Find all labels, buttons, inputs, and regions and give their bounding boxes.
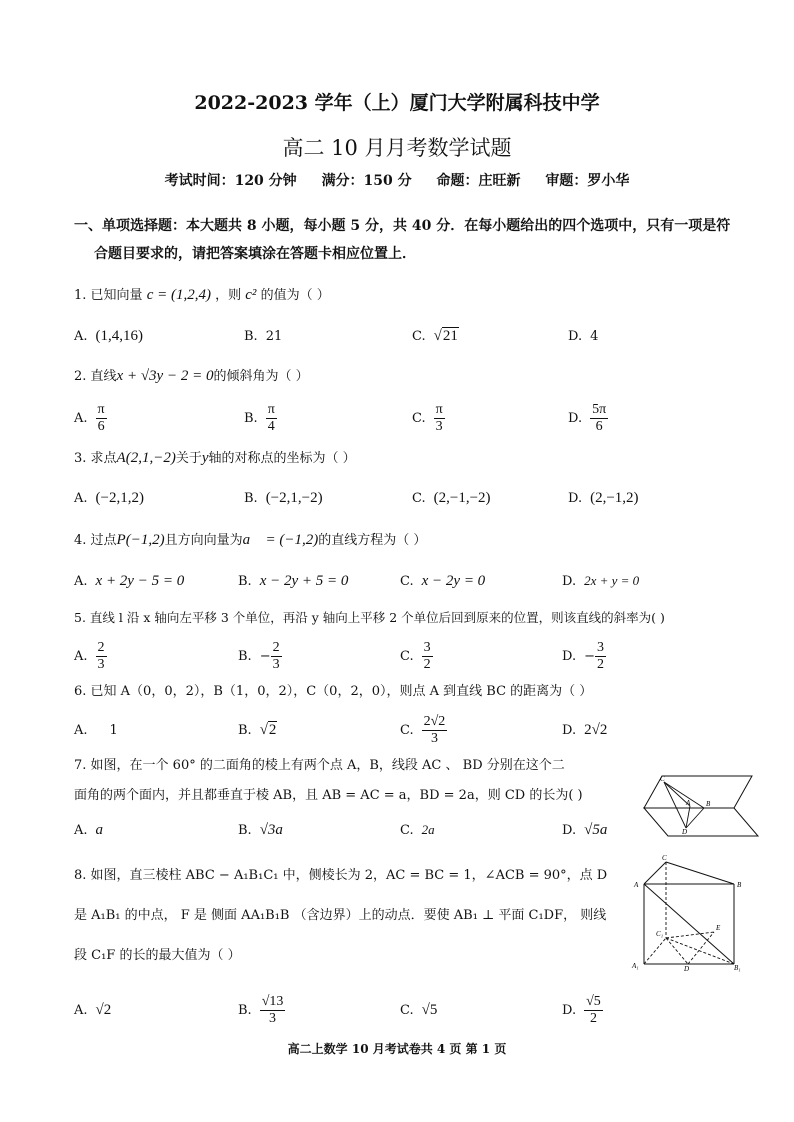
section-line-2: 合题目要求的，请把答案填涂在答题卡相应位置上． [94,246,416,262]
option-b[interactable]: B. (−2,1,−2) [244,489,323,506]
question-6-stem: 6. 已知 A（0，0，2），B（1，0，2），C（0，2，0），则点 A 到直线 BC 的距离为（ ） [74,684,593,699]
option-d[interactable]: D. √5a [562,821,608,838]
question-8-stem-line-3: 段 C₁F 的长的最大值为（ ） [74,948,241,963]
option-d[interactable]: D. (2,−1,2) [568,489,639,506]
option-a[interactable]: A. $\frac{\pi}{6}$ [74,401,105,434]
option-c[interactable]: C. x − 2y = 0 [400,572,486,589]
option-b[interactable]: B. x − 2y + 5 = 0 [238,572,349,589]
option-d[interactable]: D. 2√2 [562,721,608,738]
fig8-label-a1: A₁ [632,962,639,970]
option-c[interactable]: C. $\frac{3}{2}$ [400,639,431,672]
question-5-options [74,636,674,676]
option-a[interactable]: A. (−2,1,2) [74,489,144,506]
option-d[interactable]: D. − $\frac{3}{2}$ [562,639,604,672]
option-a[interactable]: A. a [74,821,104,838]
question-2-options [74,398,674,438]
fig7-label-c: C [660,775,665,783]
fig8-label-c: C [662,854,667,862]
fig7-label-a: A [686,799,691,807]
fig7-label-b: B [706,800,711,808]
option-b[interactable]: B. √3a [238,821,283,838]
option-c[interactable]: C. (2,−1,−2) [412,489,491,506]
question-7-stem-line-2: 面角的两个面内，并且都垂直于棱 AB，且 AB = AC = a，BD = 2a，则 CD 的长为( ) [74,788,583,803]
fig8-label-a: A [634,881,639,889]
fig8-label-b: B [737,881,742,889]
option-c[interactable]: C. $\frac{2√2}{3}$ [400,713,446,746]
question-8-stem-line-1: 8. 如图，直三棱柱 ABC − A₁B₁C₁ 中，侧棱长为 2，AC = BC = 1，∠ACB = 90°，点 D [74,868,608,883]
full-score: 满分：150 分 [321,173,412,189]
option-b[interactable]: B. √2 [238,721,277,738]
option-b[interactable]: B. $\frac{√13}{3}$ [238,993,284,1026]
question-8-stem-line-2: 是 A₁B₁ 的中点， F 是 侧面 AA₁B₁B （含边界）上的动点．要使 AB₁ ⊥ 平面 C₁DF， 则线 [74,908,607,923]
option-a[interactable]: A. √2 [74,1001,112,1018]
option-b[interactable]: B. $\frac{\pi}{4}$ [244,401,275,434]
exam-time: 考试时间：120 分钟 [164,173,297,189]
exam-meta [0,170,794,190]
option-d[interactable]: D. 2x + y = 0 [562,573,640,589]
section-heading [74,212,734,268]
option-b[interactable]: B. 21 [244,328,283,344]
question-7-stem-line-1: 7. 如图，在一个 60° 的二面角的棱上有两个点 A，B，线段 AC 、 BD 分别在这个二 [74,758,565,773]
section-line-1: 一、单项选择题：本大题共 8 小题，每小题 5 分，共 40 分．在每小题给出的四个选项中，只有一项是符 [74,218,731,234]
option-a[interactable]: A. x + 2y − 5 = 0 [74,572,185,589]
figure-8-prism [628,852,778,972]
question-1-stem: 1. 已知向量 c = (1,2,4) ，则 c² 的值为（ ） [74,287,330,303]
figure-7-dihedral-angle [634,770,784,840]
fig8-label-c1: C₁ [656,930,664,938]
option-a[interactable]: A. 1 [74,722,118,738]
question-5-stem: 5. 直线 l 沿 x 轴向左平移 3 个单位，再沿 y 轴向上平移 2 个单位后回到原来的位置，则该直线的斜率为( ) [74,610,665,625]
option-d[interactable]: D. 4 [568,328,599,344]
fig7-label-d: D [682,828,688,836]
option-a[interactable]: A. $\frac{2}{3}$ [74,639,105,672]
fig8-label-d: D [684,965,690,972]
exam-title: 2022-2023 学年（上）厦门大学附属科技中学 [194,92,600,114]
setter: 命题：庄旺新 [436,173,521,189]
question-8-options [74,990,674,1030]
reviewer: 审题：罗小华 [545,173,630,189]
question-2-stem: 2. 直线x + √3y − 2 = 0的倾斜角为（ ） [74,368,309,384]
question-1-options [74,316,674,356]
fig8-label-b1: B₁ [734,964,741,972]
exam-subtitle: 高二 10 月月考数学试题 [282,136,512,160]
option-c[interactable]: C. $\frac{\pi}{3}$ [412,401,443,434]
question-3-stem: 3. 求点A(2,1,−2)关于y轴的对称点的坐标为（ ） [74,450,356,466]
option-d[interactable]: D. $\frac{√5}{2}$ [562,993,601,1026]
question-6-options [74,710,674,750]
option-b[interactable]: B. − $\frac{2}{3}$ [238,639,280,672]
question-7-options [74,810,674,850]
question-4-stem: 4. 过点P(−1,2)且方向向量为a⃗ = (−1,2)的直线方程为（ ） [74,532,427,548]
option-c[interactable]: C. 2a [400,822,435,838]
question-4-options [74,561,674,601]
option-c[interactable]: C. √5 [400,1001,438,1018]
fig8-label-e: E [716,924,721,932]
option-c[interactable]: C. √21 [412,327,458,344]
option-a[interactable]: A. (1,4,16) [74,327,144,344]
page-footer: 高二上数学 10 月考试卷共 4 页 第 1 页 [287,1042,507,1056]
question-3-options [74,478,674,518]
option-d[interactable]: D. $\frac{5\pi}{6}$ [568,401,607,434]
